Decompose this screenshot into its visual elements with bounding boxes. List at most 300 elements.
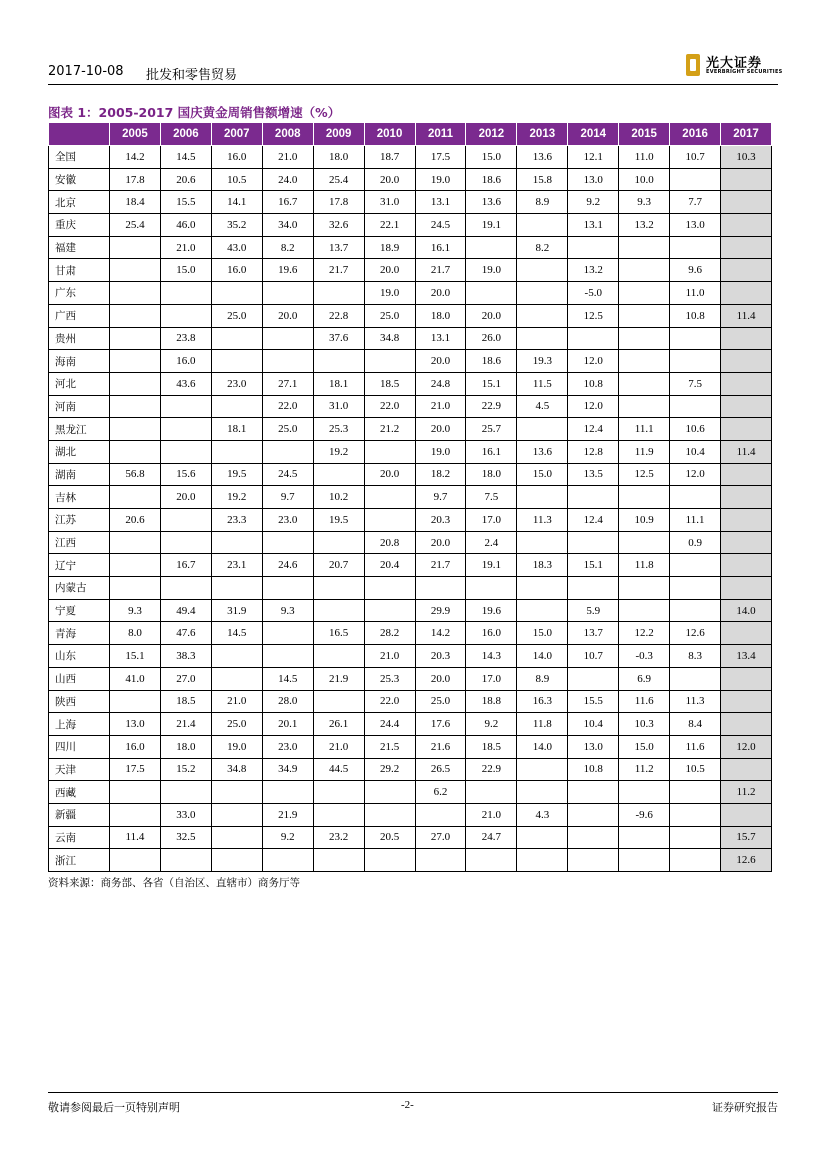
growth-cell: 6.9 bbox=[619, 667, 670, 690]
growth-cell bbox=[517, 282, 568, 305]
growth-cell: 15.1 bbox=[568, 554, 619, 577]
growth-cell: 21.9 bbox=[313, 667, 364, 690]
growth-cell: 14.5 bbox=[211, 622, 262, 645]
growth-cell bbox=[670, 577, 721, 600]
growth-cell: 11.9 bbox=[619, 440, 670, 463]
table-row bbox=[49, 463, 772, 486]
growth-cell: 21.0 bbox=[466, 803, 517, 826]
growth-cell: 25.4 bbox=[313, 168, 364, 191]
growth-cell bbox=[364, 781, 415, 804]
growth-cell: 31.0 bbox=[313, 395, 364, 418]
growth-cell bbox=[262, 645, 313, 668]
growth-cell bbox=[262, 577, 313, 600]
growth-cell bbox=[517, 418, 568, 441]
growth-cell: 34.9 bbox=[262, 758, 313, 781]
growth-cell: 25.0 bbox=[415, 690, 466, 713]
table-row bbox=[49, 486, 772, 509]
growth-cell: 44.5 bbox=[313, 758, 364, 781]
table-corner-cell bbox=[49, 123, 110, 146]
growth-cell: 11.6 bbox=[670, 735, 721, 758]
growth-cell: 27.1 bbox=[262, 372, 313, 395]
province-name: 福建 bbox=[49, 236, 110, 259]
growth-cell bbox=[721, 168, 772, 191]
growth-cell: 16.3 bbox=[517, 690, 568, 713]
table-row bbox=[49, 781, 772, 804]
growth-cell bbox=[110, 440, 161, 463]
growth-cell: 18.0 bbox=[160, 735, 211, 758]
growth-cell: -9.6 bbox=[619, 803, 670, 826]
table-row bbox=[49, 282, 772, 305]
growth-cell bbox=[619, 577, 670, 600]
growth-cell: 25.0 bbox=[211, 713, 262, 736]
growth-cell: 14.1 bbox=[211, 191, 262, 214]
growth-cell: 9.2 bbox=[568, 191, 619, 214]
growth-cell: -0.3 bbox=[619, 645, 670, 668]
growth-cell: 19.1 bbox=[466, 554, 517, 577]
growth-cell: 10.7 bbox=[670, 146, 721, 169]
growth-cell: 20.5 bbox=[364, 826, 415, 849]
growth-cell bbox=[619, 327, 670, 350]
growth-cell: 34.8 bbox=[211, 758, 262, 781]
growth-cell bbox=[110, 803, 161, 826]
growth-cell: 23.2 bbox=[313, 826, 364, 849]
growth-cell: 22.0 bbox=[262, 395, 313, 418]
report-date: 2017-10-08 bbox=[48, 64, 124, 79]
province-name: 黑龙江 bbox=[49, 418, 110, 441]
growth-cell: 31.0 bbox=[364, 191, 415, 214]
growth-cell: 13.1 bbox=[415, 191, 466, 214]
growth-cell: 10.8 bbox=[670, 304, 721, 327]
growth-cell: 35.2 bbox=[211, 214, 262, 237]
growth-cell: 47.6 bbox=[160, 622, 211, 645]
growth-cell: 16.5 bbox=[313, 622, 364, 645]
growth-cell: 10.3 bbox=[619, 713, 670, 736]
growth-cell: 8.9 bbox=[517, 191, 568, 214]
growth-cell: 15.1 bbox=[110, 645, 161, 668]
growth-cell bbox=[211, 645, 262, 668]
table-row bbox=[49, 146, 772, 169]
growth-cell: 12.4 bbox=[568, 418, 619, 441]
growth-cell bbox=[211, 826, 262, 849]
growth-cell: 12.0 bbox=[568, 395, 619, 418]
table-row bbox=[49, 168, 772, 191]
growth-cell: 10.2 bbox=[313, 486, 364, 509]
growth-cell: 23.0 bbox=[262, 509, 313, 532]
column-header: 2016 bbox=[670, 123, 721, 146]
growth-cell bbox=[721, 191, 772, 214]
growth-cell: 13.6 bbox=[466, 191, 517, 214]
growth-cell: 13.7 bbox=[313, 236, 364, 259]
province-name: 上海 bbox=[49, 713, 110, 736]
growth-cell: 12.6 bbox=[670, 622, 721, 645]
growth-cell bbox=[313, 577, 364, 600]
growth-cell: 13.4 bbox=[721, 645, 772, 668]
growth-cell: 25.0 bbox=[211, 304, 262, 327]
growth-cell bbox=[110, 372, 161, 395]
growth-cell: 20.0 bbox=[262, 304, 313, 327]
province-name: 四川 bbox=[49, 735, 110, 758]
growth-cell: 21.0 bbox=[160, 236, 211, 259]
growth-cell bbox=[110, 304, 161, 327]
growth-cell: 9.3 bbox=[262, 599, 313, 622]
column-header: 2008 bbox=[262, 123, 313, 146]
growth-cell: 15.5 bbox=[568, 690, 619, 713]
growth-cell: 16.0 bbox=[110, 735, 161, 758]
growth-cell: 49.4 bbox=[160, 599, 211, 622]
growth-cell: 24.8 bbox=[415, 372, 466, 395]
column-header: 2017 bbox=[721, 123, 772, 146]
growth-cell bbox=[110, 486, 161, 509]
growth-cell bbox=[670, 554, 721, 577]
growth-cell bbox=[721, 463, 772, 486]
growth-cell: 20.6 bbox=[160, 168, 211, 191]
growth-cell bbox=[670, 667, 721, 690]
growth-cell bbox=[313, 781, 364, 804]
growth-cell: 13.0 bbox=[568, 735, 619, 758]
growth-cell: 16.0 bbox=[160, 350, 211, 373]
growth-cell: 12.2 bbox=[619, 622, 670, 645]
growth-cell: 8.0 bbox=[110, 622, 161, 645]
growth-cell bbox=[721, 350, 772, 373]
growth-cell: 13.1 bbox=[415, 327, 466, 350]
growth-cell: 21.4 bbox=[160, 713, 211, 736]
growth-cell: 21.0 bbox=[262, 146, 313, 169]
growth-cell bbox=[721, 259, 772, 282]
growth-cell: 26.5 bbox=[415, 758, 466, 781]
growth-cell bbox=[670, 395, 721, 418]
growth-cell: 19.2 bbox=[211, 486, 262, 509]
footer-report-type: 证券研究报告 bbox=[712, 1101, 778, 1114]
growth-cell: 10.8 bbox=[568, 758, 619, 781]
growth-cell bbox=[568, 826, 619, 849]
growth-cell: 12.5 bbox=[619, 463, 670, 486]
province-name: 陕西 bbox=[49, 690, 110, 713]
growth-cell: 15.0 bbox=[619, 735, 670, 758]
growth-cell bbox=[670, 781, 721, 804]
growth-cell: 11.0 bbox=[619, 146, 670, 169]
growth-cell bbox=[211, 531, 262, 554]
column-header: 2006 bbox=[160, 123, 211, 146]
growth-cell bbox=[517, 826, 568, 849]
growth-cell: 20.0 bbox=[415, 282, 466, 305]
growth-cell: 22.0 bbox=[364, 395, 415, 418]
growth-cell bbox=[110, 577, 161, 600]
growth-cell bbox=[721, 395, 772, 418]
growth-cell bbox=[110, 849, 161, 872]
growth-cell: 27.0 bbox=[160, 667, 211, 690]
growth-cell: 18.4 bbox=[110, 191, 161, 214]
province-name: 重庆 bbox=[49, 214, 110, 237]
growth-cell: 20.0 bbox=[415, 667, 466, 690]
table-row bbox=[49, 350, 772, 373]
growth-cell: 13.1 bbox=[568, 214, 619, 237]
growth-cell bbox=[211, 350, 262, 373]
growth-cell: 26.0 bbox=[466, 327, 517, 350]
growth-cell bbox=[670, 236, 721, 259]
growth-cell bbox=[110, 395, 161, 418]
growth-cell: 18.2 bbox=[415, 463, 466, 486]
table-row bbox=[49, 667, 772, 690]
growth-cell: 22.9 bbox=[466, 395, 517, 418]
growth-cell bbox=[415, 577, 466, 600]
growth-cell bbox=[160, 418, 211, 441]
growth-cell: 15.0 bbox=[517, 622, 568, 645]
growth-cell: 13.0 bbox=[670, 214, 721, 237]
province-name: 湖南 bbox=[49, 463, 110, 486]
growth-cell: 20.1 bbox=[262, 713, 313, 736]
page-number: -2- bbox=[401, 1099, 414, 1111]
growth-cell bbox=[721, 758, 772, 781]
growth-cell bbox=[466, 236, 517, 259]
growth-cell: 15.2 bbox=[160, 758, 211, 781]
growth-cell bbox=[619, 849, 670, 872]
growth-cell: 20.0 bbox=[415, 531, 466, 554]
growth-cell bbox=[517, 486, 568, 509]
growth-cell: 33.0 bbox=[160, 803, 211, 826]
growth-cell bbox=[721, 667, 772, 690]
growth-cell bbox=[721, 713, 772, 736]
growth-cell: 18.5 bbox=[160, 690, 211, 713]
growth-cell: 10.8 bbox=[568, 372, 619, 395]
growth-cell: 17.0 bbox=[466, 667, 517, 690]
growth-cell bbox=[364, 849, 415, 872]
growth-cell bbox=[262, 440, 313, 463]
growth-cell: 16.1 bbox=[415, 236, 466, 259]
province-name: 江苏 bbox=[49, 509, 110, 532]
growth-cell: 16.7 bbox=[160, 554, 211, 577]
growth-cell: 11.0 bbox=[670, 282, 721, 305]
growth-cell: 8.3 bbox=[670, 645, 721, 668]
growth-cell: 29.2 bbox=[364, 758, 415, 781]
growth-cell: 21.9 bbox=[262, 803, 313, 826]
growth-cell: 16.0 bbox=[466, 622, 517, 645]
table-row bbox=[49, 395, 772, 418]
growth-cell: 12.1 bbox=[568, 146, 619, 169]
logo-en-text: EVERBRIGHT SECURITIES bbox=[706, 69, 783, 75]
growth-cell: 12.6 bbox=[721, 849, 772, 872]
growth-cell: 2.4 bbox=[466, 531, 517, 554]
growth-cell: 10.5 bbox=[670, 758, 721, 781]
growth-cell: 15.0 bbox=[160, 259, 211, 282]
growth-cell: 34.8 bbox=[364, 327, 415, 350]
growth-cell: 9.2 bbox=[466, 713, 517, 736]
growth-cell: 24.5 bbox=[415, 214, 466, 237]
growth-cell bbox=[262, 622, 313, 645]
growth-cell: 21.6 bbox=[415, 735, 466, 758]
growth-cell: 19.0 bbox=[364, 282, 415, 305]
province-name: 内蒙古 bbox=[49, 577, 110, 600]
growth-cell: 11.4 bbox=[721, 304, 772, 327]
growth-cell: 20.0 bbox=[364, 463, 415, 486]
table-row bbox=[49, 304, 772, 327]
growth-cell bbox=[211, 577, 262, 600]
growth-cell: 14.2 bbox=[415, 622, 466, 645]
growth-cell: 19.1 bbox=[466, 214, 517, 237]
growth-cell: 14.0 bbox=[721, 599, 772, 622]
growth-cell: 11.3 bbox=[517, 509, 568, 532]
growth-cell bbox=[211, 440, 262, 463]
growth-cell: 21.0 bbox=[211, 690, 262, 713]
growth-cell: 7.5 bbox=[670, 372, 721, 395]
growth-cell: 25.0 bbox=[262, 418, 313, 441]
growth-cell bbox=[211, 849, 262, 872]
growth-cell: 9.3 bbox=[619, 191, 670, 214]
growth-cell: 10.5 bbox=[211, 168, 262, 191]
growth-cell: 25.4 bbox=[110, 214, 161, 237]
growth-cell: 9.7 bbox=[415, 486, 466, 509]
growth-cell bbox=[364, 803, 415, 826]
growth-cell: 24.6 bbox=[262, 554, 313, 577]
growth-cell: 19.0 bbox=[415, 168, 466, 191]
growth-cell bbox=[262, 350, 313, 373]
growth-cell: 18.1 bbox=[313, 372, 364, 395]
growth-cell bbox=[313, 690, 364, 713]
growth-cell: 46.0 bbox=[160, 214, 211, 237]
table-row bbox=[49, 440, 772, 463]
growth-cell: 18.5 bbox=[364, 372, 415, 395]
growth-cell bbox=[110, 327, 161, 350]
table-row bbox=[49, 849, 772, 872]
growth-cell: 21.2 bbox=[364, 418, 415, 441]
growth-cell: 24.0 bbox=[262, 168, 313, 191]
province-name: 海南 bbox=[49, 350, 110, 373]
growth-cell bbox=[110, 418, 161, 441]
growth-cell: 20.3 bbox=[415, 645, 466, 668]
growth-cell: 28.0 bbox=[262, 690, 313, 713]
growth-cell bbox=[110, 531, 161, 554]
table-header-row bbox=[49, 123, 772, 146]
company-logo bbox=[686, 52, 783, 80]
growth-cell: 25.3 bbox=[364, 667, 415, 690]
growth-cell bbox=[721, 214, 772, 237]
growth-cell: 11.1 bbox=[670, 509, 721, 532]
growth-cell: 20.0 bbox=[415, 350, 466, 373]
column-header: 2005 bbox=[110, 123, 161, 146]
growth-cell: 23.3 bbox=[211, 509, 262, 532]
growth-cell: 15.0 bbox=[517, 463, 568, 486]
growth-cell bbox=[466, 577, 517, 600]
growth-cell: 20.0 bbox=[364, 168, 415, 191]
growth-cell bbox=[313, 531, 364, 554]
table-row bbox=[49, 622, 772, 645]
growth-cell: 18.1 bbox=[211, 418, 262, 441]
growth-cell: 19.6 bbox=[466, 599, 517, 622]
growth-cell: 17.5 bbox=[415, 146, 466, 169]
growth-cell: 20.0 bbox=[415, 418, 466, 441]
growth-cell: 4.3 bbox=[517, 803, 568, 826]
growth-cell bbox=[517, 531, 568, 554]
table-row bbox=[49, 735, 772, 758]
growth-cell bbox=[721, 327, 772, 350]
growth-cell bbox=[110, 554, 161, 577]
growth-cell bbox=[721, 372, 772, 395]
table-row bbox=[49, 645, 772, 668]
growth-cell: 11.2 bbox=[721, 781, 772, 804]
growth-cell bbox=[211, 395, 262, 418]
growth-cell: 38.3 bbox=[160, 645, 211, 668]
growth-cell: 12.0 bbox=[670, 463, 721, 486]
growth-cell: 26.1 bbox=[313, 713, 364, 736]
growth-cell bbox=[160, 781, 211, 804]
growth-cell: 19.3 bbox=[517, 350, 568, 373]
growth-cell: 23.0 bbox=[211, 372, 262, 395]
growth-cell: 19.5 bbox=[313, 509, 364, 532]
growth-cell: 14.5 bbox=[160, 146, 211, 169]
growth-cell: 34.0 bbox=[262, 214, 313, 237]
growth-cell bbox=[568, 327, 619, 350]
growth-cell bbox=[110, 259, 161, 282]
table-row bbox=[49, 599, 772, 622]
growth-cell: 10.6 bbox=[670, 418, 721, 441]
growth-cell bbox=[619, 599, 670, 622]
growth-cell bbox=[568, 531, 619, 554]
growth-cell bbox=[466, 781, 517, 804]
growth-cell bbox=[262, 282, 313, 305]
growth-cell bbox=[721, 509, 772, 532]
growth-cell: 11.3 bbox=[670, 690, 721, 713]
growth-cell: 56.8 bbox=[110, 463, 161, 486]
province-name: 湖北 bbox=[49, 440, 110, 463]
growth-cell bbox=[415, 803, 466, 826]
growth-cell: 11.6 bbox=[619, 690, 670, 713]
growth-cell: 11.4 bbox=[110, 826, 161, 849]
growth-cell bbox=[619, 282, 670, 305]
growth-cell bbox=[364, 350, 415, 373]
growth-cell: 9.2 bbox=[262, 826, 313, 849]
growth-cell bbox=[211, 282, 262, 305]
growth-cell: 24.4 bbox=[364, 713, 415, 736]
growth-cell bbox=[364, 509, 415, 532]
growth-cell: 28.2 bbox=[364, 622, 415, 645]
column-header: 2011 bbox=[415, 123, 466, 146]
table-row bbox=[49, 554, 772, 577]
growth-cell: 32.6 bbox=[313, 214, 364, 237]
growth-cell bbox=[568, 781, 619, 804]
growth-cell: 18.0 bbox=[313, 146, 364, 169]
province-name: 甘肃 bbox=[49, 259, 110, 282]
growth-cell: 10.7 bbox=[568, 645, 619, 668]
growth-cell bbox=[313, 645, 364, 668]
growth-cell: 20.8 bbox=[364, 531, 415, 554]
growth-cell: 18.6 bbox=[466, 350, 517, 373]
growth-cell: 17.5 bbox=[110, 758, 161, 781]
growth-cell: 27.0 bbox=[415, 826, 466, 849]
growth-cell: 21.0 bbox=[313, 735, 364, 758]
growth-cell: 21.0 bbox=[415, 395, 466, 418]
growth-cell: 18.5 bbox=[466, 735, 517, 758]
growth-cell: 20.0 bbox=[364, 259, 415, 282]
growth-cell: 22.8 bbox=[313, 304, 364, 327]
growth-cell bbox=[517, 577, 568, 600]
growth-cell bbox=[670, 599, 721, 622]
growth-cell bbox=[364, 577, 415, 600]
growth-cell bbox=[670, 486, 721, 509]
growth-cell: 25.0 bbox=[364, 304, 415, 327]
growth-cell bbox=[619, 826, 670, 849]
growth-cell: 15.6 bbox=[160, 463, 211, 486]
growth-cell: 8.2 bbox=[517, 236, 568, 259]
growth-cell bbox=[110, 236, 161, 259]
growth-cell: 11.1 bbox=[619, 418, 670, 441]
growth-cell bbox=[721, 282, 772, 305]
province-name: 浙江 bbox=[49, 849, 110, 872]
growth-cell: 19.2 bbox=[313, 440, 364, 463]
footer-disclaimer: 敬请参阅最后一页特别声明 bbox=[48, 1101, 180, 1114]
growth-cell bbox=[415, 849, 466, 872]
column-header: 2007 bbox=[211, 123, 262, 146]
growth-cell: 21.5 bbox=[364, 735, 415, 758]
growth-cell: 10.0 bbox=[619, 168, 670, 191]
